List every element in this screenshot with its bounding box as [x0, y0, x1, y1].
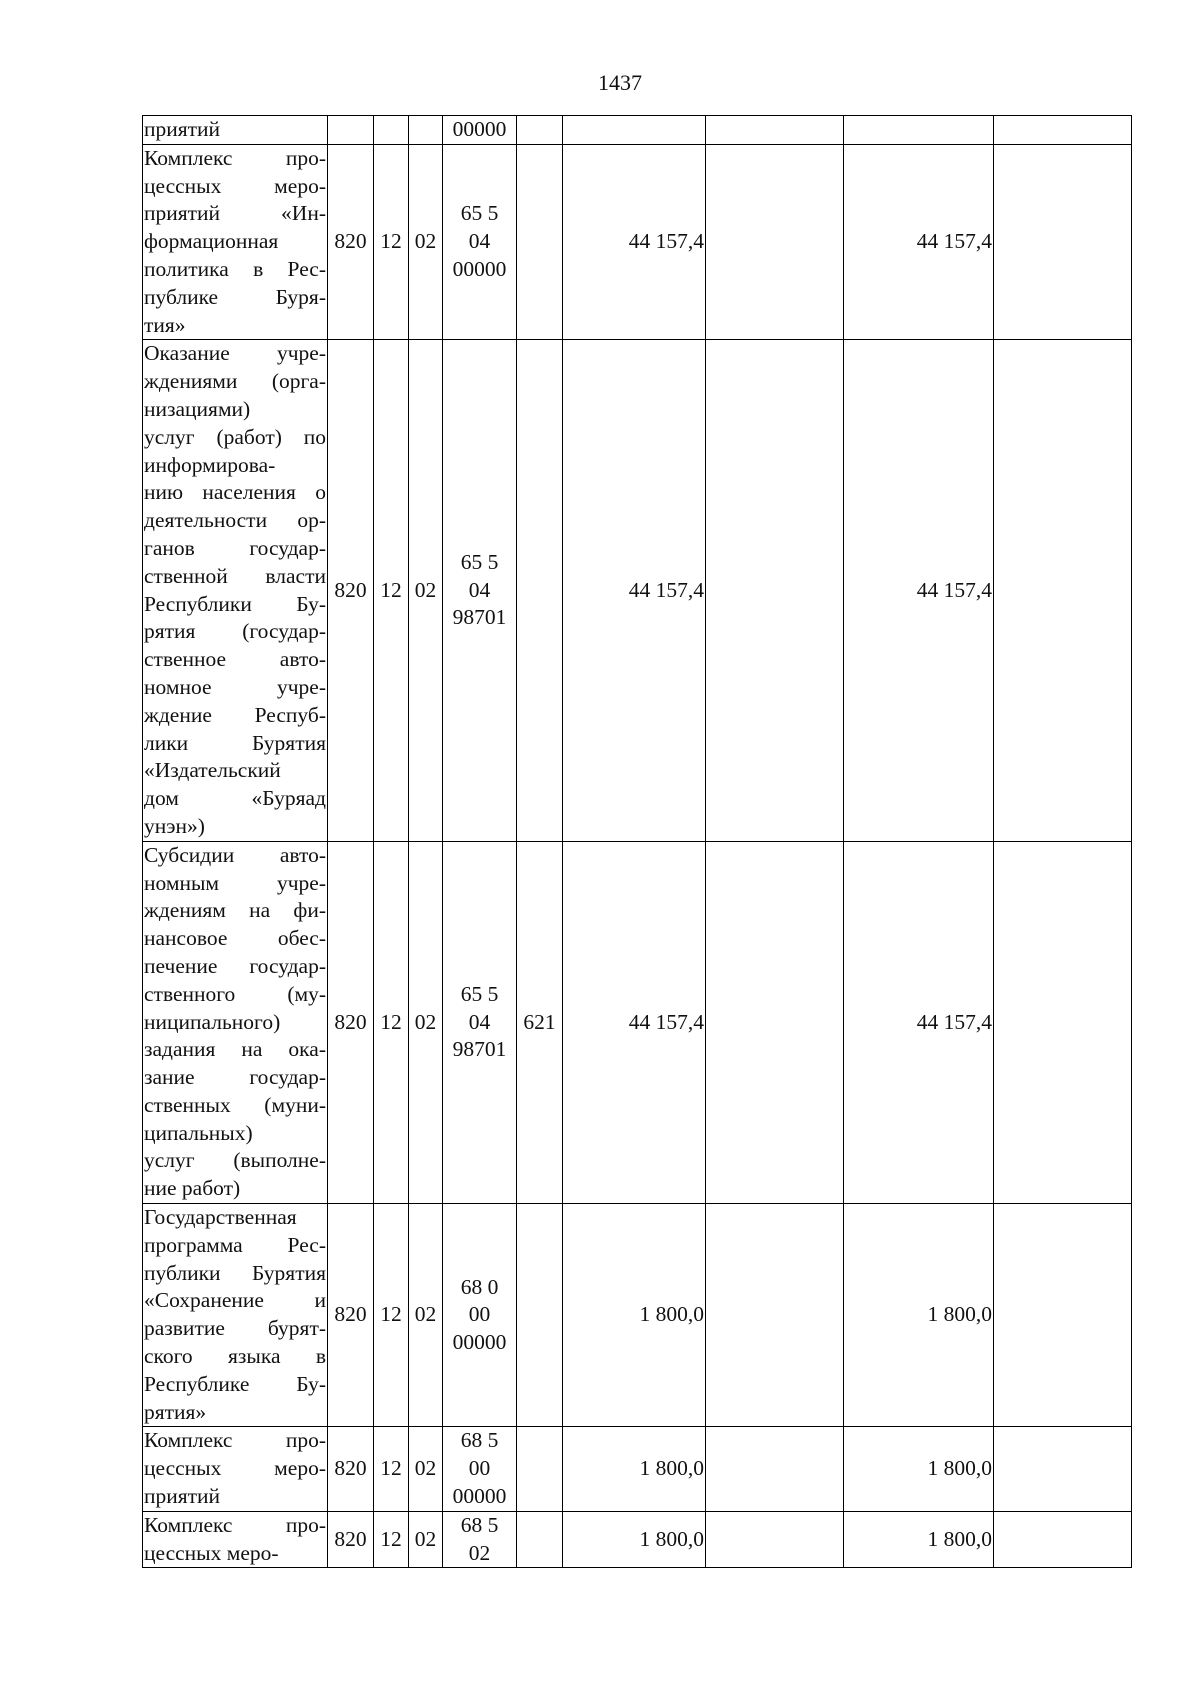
ministry-code: 820	[328, 144, 374, 340]
section-code: 12	[374, 1511, 409, 1568]
subsection-code: 02	[409, 1204, 443, 1427]
table-row	[143, 1511, 1132, 1568]
amount-2-cell: 1 800,0	[844, 1204, 994, 1427]
expense-type-code	[517, 340, 563, 841]
column-7-cell	[706, 1427, 844, 1511]
column-7-cell	[706, 841, 844, 1203]
page-number: 1437	[598, 70, 642, 95]
ministry-code	[328, 116, 374, 145]
target-article-code: 68 5 02	[443, 1511, 517, 1568]
column-7-cell	[706, 144, 844, 340]
table-row	[143, 841, 1132, 1203]
expense-type-code	[517, 116, 563, 145]
table-row	[143, 144, 1132, 340]
subsection-code	[409, 116, 443, 145]
subsection-code: 02	[409, 340, 443, 841]
column-9-cell	[994, 116, 1132, 145]
amount-2-cell	[844, 116, 994, 145]
amount-cell: 1 800,0	[563, 1511, 706, 1568]
section-code: 12	[374, 144, 409, 340]
amount-2-cell: 1 800,0	[844, 1511, 994, 1568]
amount-cell: 44 157,4	[563, 841, 706, 1203]
target-article-code: 68 0 00 00000	[443, 1204, 517, 1427]
row-name: Оказание учре- ждениями (орга- низациями) услуг (работ) по информирова- нию населения о деятельности ор- ганов государ- ственной власти Республики Бу- рятия (государ- ственное авто- номное учре- ждение Респуб- лики Бурятия «Издательский дом «Буряад унэн»)	[143, 340, 328, 841]
expense-type-code	[517, 1511, 563, 1568]
ministry-code: 820	[328, 841, 374, 1203]
column-9-cell	[994, 144, 1132, 340]
column-7-cell	[706, 1204, 844, 1427]
target-article-code: 65 5 04 98701	[443, 340, 517, 841]
amount-cell: 1 800,0	[563, 1204, 706, 1427]
ministry-code: 820	[328, 1427, 374, 1511]
row-name: Государственная программа Рес- публики Бурятия «Сохранение и развитие бурят- ского языка в Республике Бу- рятия»	[143, 1204, 328, 1427]
row-name: Комплекс про- цессных меро- приятий	[143, 1427, 328, 1511]
ministry-code: 820	[328, 1204, 374, 1427]
amount-2-cell: 1 800,0	[844, 1427, 994, 1511]
column-7-cell	[706, 116, 844, 145]
amount-2-cell: 44 157,4	[844, 340, 994, 841]
column-9-cell	[994, 1204, 1132, 1427]
column-9-cell	[994, 1427, 1132, 1511]
table-row	[143, 1427, 1132, 1511]
section-code: 12	[374, 340, 409, 841]
expense-type-code	[517, 1204, 563, 1427]
subsection-code: 02	[409, 1511, 443, 1568]
column-9-cell	[994, 841, 1132, 1203]
ministry-code: 820	[328, 1511, 374, 1568]
column-7-cell	[706, 1511, 844, 1568]
expense-type-code	[517, 144, 563, 340]
section-code	[374, 116, 409, 145]
column-9-cell	[994, 1511, 1132, 1568]
row-name: Комплекс про- цессных меро- приятий «Ин- формационная политика в Рес- публике Буря- тия»	[143, 144, 328, 340]
amount-2-cell: 44 157,4	[844, 841, 994, 1203]
subsection-code: 02	[409, 841, 443, 1203]
amount-cell: 44 157,4	[563, 144, 706, 340]
amount-2-cell: 44 157,4	[844, 144, 994, 340]
table-body	[143, 116, 1132, 1568]
table-row	[143, 116, 1132, 145]
subsection-code: 02	[409, 144, 443, 340]
table-row	[143, 340, 1132, 841]
target-article-code: 68 5 00 00000	[443, 1427, 517, 1511]
column-7-cell	[706, 340, 844, 841]
expense-type-code	[517, 1427, 563, 1511]
target-article-code: 65 5 04 00000	[443, 144, 517, 340]
budget-table	[142, 115, 1132, 1568]
target-article-code: 65 5 04 98701	[443, 841, 517, 1203]
subsection-code: 02	[409, 1427, 443, 1511]
row-name: Субсидии авто- номным учре- ждениям на фи- нансовое обес- печение государ- ственного (му- ниципального) задания на ока- зание государ- ственных (муни- ципальных) услуг (выполне- ние работ)	[143, 841, 328, 1203]
target-article-code: 00000	[443, 116, 517, 145]
table-row	[143, 1204, 1132, 1427]
row-name: приятий	[143, 116, 328, 145]
section-code: 12	[374, 1427, 409, 1511]
section-code: 12	[374, 1204, 409, 1427]
row-name: Комплекс про- цессных меро-	[143, 1511, 328, 1568]
ministry-code: 820	[328, 340, 374, 841]
section-code: 12	[374, 841, 409, 1203]
amount-cell: 1 800,0	[563, 1427, 706, 1511]
amount-cell	[563, 116, 706, 145]
amount-cell: 44 157,4	[563, 340, 706, 841]
column-9-cell	[994, 340, 1132, 841]
expense-type-code: 621	[517, 841, 563, 1203]
